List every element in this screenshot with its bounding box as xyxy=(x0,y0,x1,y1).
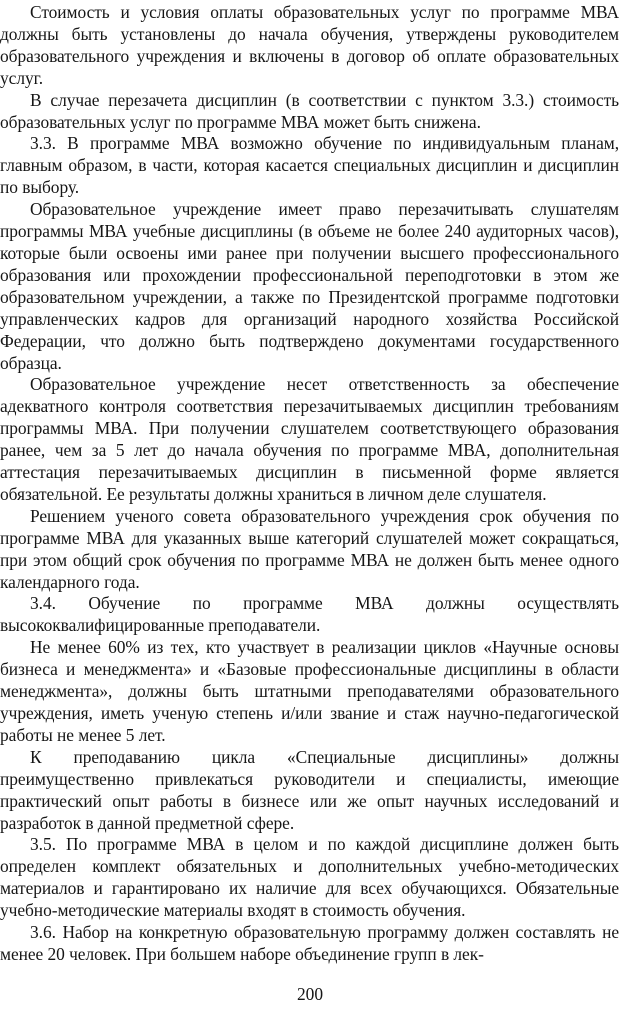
body-text xyxy=(0,2,619,966)
paragraph-payment-terms: Стоимость и условия оплаты образовательных услуг по программе МВА должны быть установлены до начала обучения, утверждены руководителем образовательного учреждения и включены в договор об оплате образовательных услуг. xyxy=(0,2,619,88)
paragraph-staff-requirements: Не менее 60% из тех, кто участвует в реализации циклов «Научные основы бизнеса и менеджмента» и «Базовые профессиональные дисциплины в области менеджмента», должны быть штатными преподавателями образовательного учреждения, иметь ученую степень и/или звание и стаж научно-педагогической работы не менее 5 лет. xyxy=(0,637,619,745)
paragraph-credit-reduction: В случае перезачета дисциплин (в соответствии с пунктом 3.3.) стоимость образовательных услуг по программе МВА может быть снижена. xyxy=(0,89,619,132)
paragraph-section-3-4: 3.4. Обучение по программе МВА должны осуществлять высококвалифицированные преподаватели. xyxy=(0,593,619,636)
paragraph-special-disciplines: К преподаванию цикла «Специальные дисциплины» должны преимущественно привлекаться руководители и специалисты, имеющие практический опыт работы в бизнесе или же опыт научных исследований и разработок в данной предметной сфере. xyxy=(0,746,619,833)
paragraph-section-3-6: 3.6. Набор на конкретную образовательную программу должен составлять не менее 20 человек. При большем наборе объединение групп в лек- xyxy=(0,922,619,964)
paragraph-term-reduction: Решением ученого совета образовательного учреждения срок обучения по программе МВА для указанных выше категорий слушателей может сокращаться, при этом общий срок обучения по программе МВА не должен быть менее одного календарного года. xyxy=(0,505,619,592)
paragraph-section-3-3: 3.3. В программе МВА возможно обучение по индивидуальным планам, главным образом, в части, которая касается специальных дисциплин и дисциплин по выбору. xyxy=(0,133,619,198)
page-number: 200 xyxy=(296,984,324,1004)
paragraph-credit-transfer: Образовательное учреждение имеет право перезачитывать слушателям программы МВА учебные дисциплины (в объеме не более 240 аудиторных часов), которые были освоены ими ранее при получении высшего профессионального образования или прохождении профессиональной переподготовки в этом же образовательном учреждении, а также по Президентской программе подготовки управленческих кадров для организаций народного хозяйства Российской Федерации, что должно быть подтверждено документами государственного образца. xyxy=(0,199,619,373)
paragraph-section-3-5: 3.5. По программе МВА в целом и по каждой дисциплине должен быть определен комплект обязательных и дополнительных учебно-методических материалов и гарантировано их наличие для всех обучающихся. Обязательные учебно-методические материалы входят в стоимость обучения. xyxy=(0,834,619,921)
paragraph-control-responsibility: Образовательное учреждение несет ответственность за обеспечение адекватного контроля соответствия перезачитываемых дисциплин требованиям программы МВА. При получении слушателем соответствующего образования ранее, чем за 5 лет до начала обучения по программе МВА, дополнительная аттестация перезачитываемых дисциплин в письменной форме является обязательной. Ее результаты должны храниться в личном деле слушателя. xyxy=(0,374,619,504)
